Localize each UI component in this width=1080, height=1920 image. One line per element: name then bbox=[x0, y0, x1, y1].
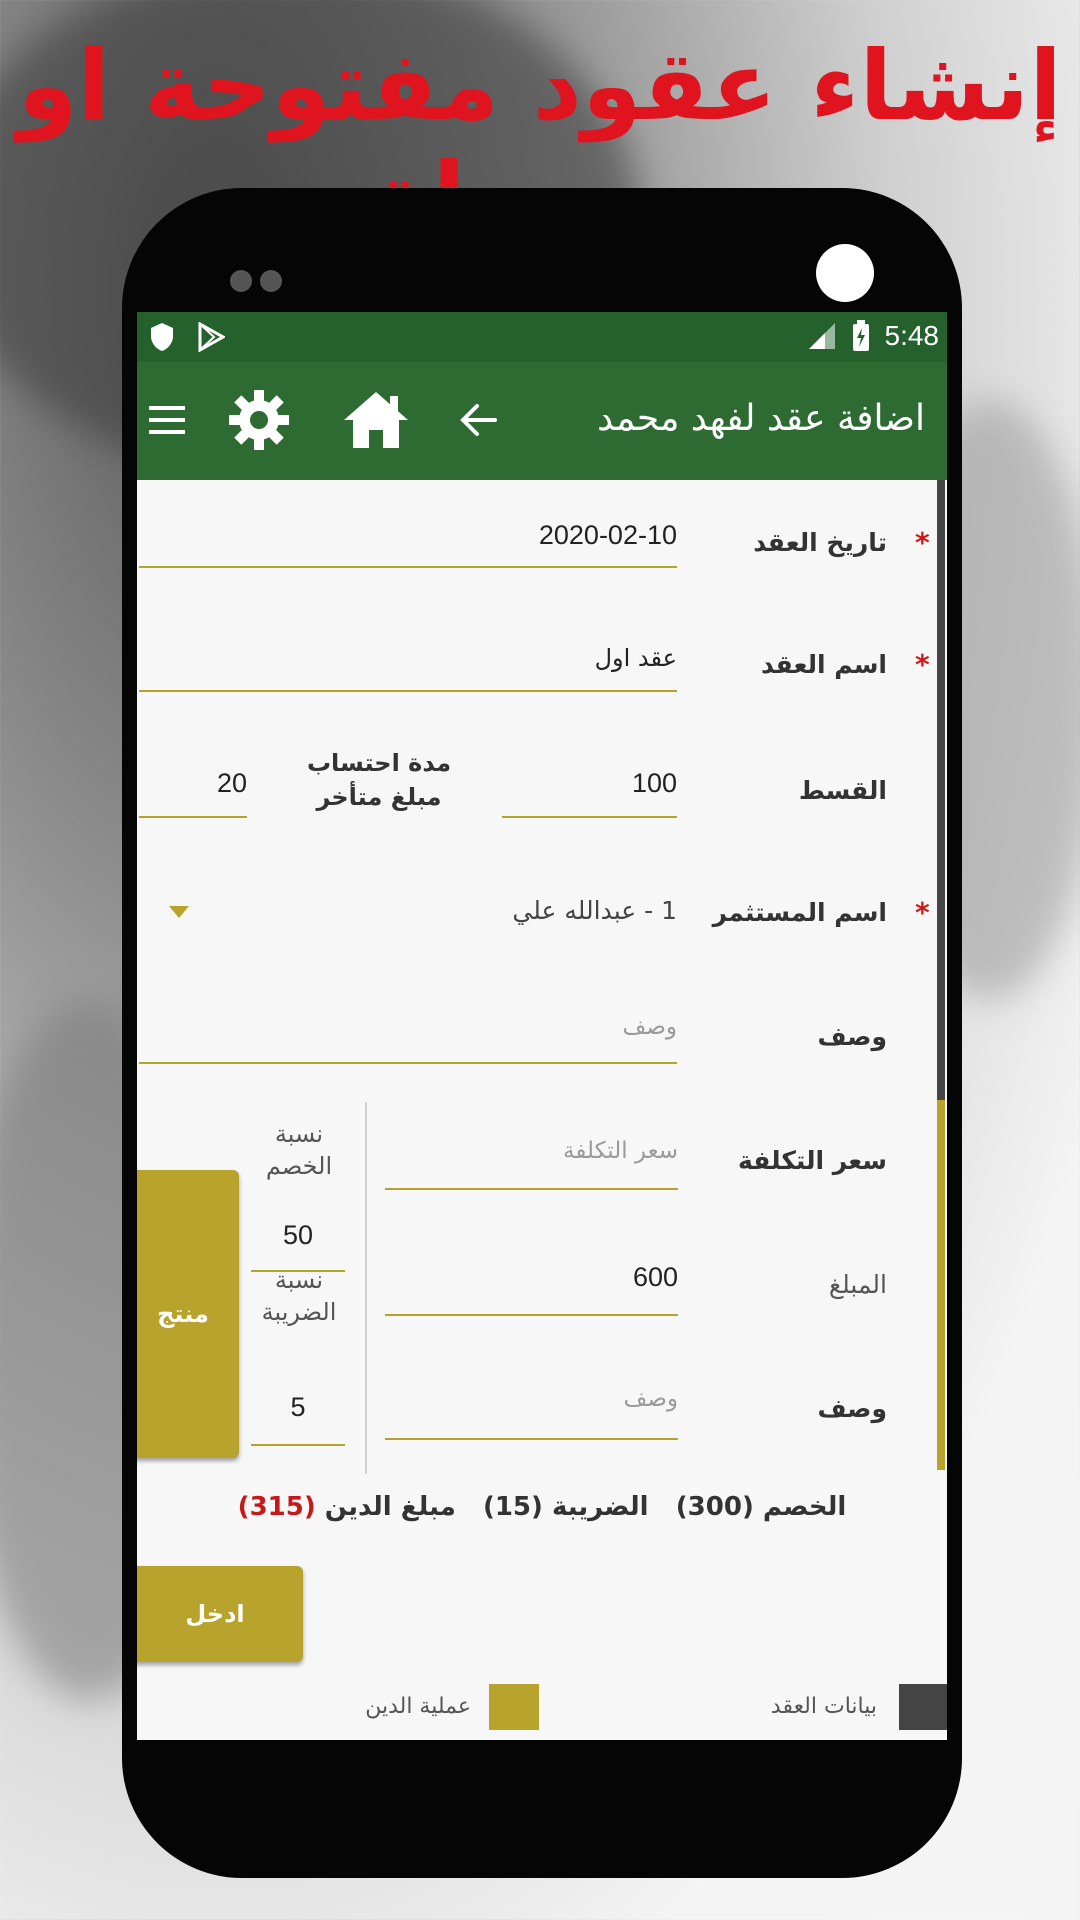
required-marker: * bbox=[915, 526, 930, 559]
debt-amount-label: مبلغ الدين bbox=[324, 1492, 456, 1522]
play-store-icon bbox=[197, 322, 225, 352]
tax-summary-label: الضريبة bbox=[551, 1492, 649, 1522]
tax-summary-value: (15) bbox=[482, 1492, 543, 1522]
amount-field[interactable]: 600 bbox=[385, 1262, 678, 1316]
amount-label: المبلغ bbox=[828, 1270, 887, 1299]
tax-rate-field[interactable]: 5 bbox=[251, 1392, 345, 1446]
enter-button[interactable]: ادخل bbox=[137, 1566, 303, 1662]
back-arrow-icon[interactable] bbox=[459, 402, 497, 438]
discount-rate-field[interactable]: 50 bbox=[251, 1220, 345, 1272]
contract-data-legend-swatch[interactable] bbox=[899, 1684, 947, 1730]
item-description-label: وصف bbox=[817, 1394, 887, 1423]
description-field[interactable]: وصف bbox=[139, 1014, 677, 1064]
discount-summary-value: (300) bbox=[675, 1492, 754, 1522]
installment-label: القسط bbox=[798, 776, 887, 805]
promo-title: إنشاء عقود مفتوحة او bbox=[17, 30, 1063, 142]
debt-operation-legend-swatch[interactable] bbox=[489, 1684, 539, 1730]
page-title: اضافة عقد لفهد محمد bbox=[597, 398, 925, 439]
shield-icon bbox=[149, 322, 175, 352]
debt-amount-value: (315) bbox=[237, 1492, 316, 1522]
investor-label: اسم المستثمر bbox=[712, 898, 887, 927]
dropdown-arrow-icon bbox=[169, 906, 189, 918]
investor-select[interactable] bbox=[139, 880, 677, 940]
investor-selected-value: 1 - عبدالله علي bbox=[512, 896, 677, 925]
required-marker: * bbox=[915, 648, 930, 681]
contract-name-label: اسم العقد bbox=[761, 650, 887, 679]
app-bar bbox=[137, 362, 947, 480]
contract-date-label: تاريخ العقد bbox=[753, 528, 887, 557]
scrollbar-debt-section[interactable] bbox=[937, 1100, 945, 1470]
signal-icon bbox=[807, 321, 837, 351]
cost-price-field[interactable]: سعر التكلفة bbox=[385, 1138, 678, 1190]
late-period-field[interactable]: 20 bbox=[139, 768, 247, 818]
battery-icon bbox=[851, 320, 871, 352]
phone-speaker bbox=[230, 270, 290, 296]
item-description-field[interactable]: وصف bbox=[385, 1386, 678, 1440]
scrollbar-contract-section[interactable] bbox=[937, 480, 945, 1100]
contract-date-field[interactable]: 2020-02-10 bbox=[139, 520, 677, 568]
installment-field[interactable]: 100 bbox=[502, 768, 677, 818]
phone-camera bbox=[816, 244, 874, 302]
debt-operation-legend-label[interactable]: عملية الدين bbox=[365, 1694, 471, 1719]
menu-icon[interactable] bbox=[147, 402, 187, 438]
contract-form bbox=[137, 480, 947, 1740]
gear-icon[interactable] bbox=[227, 388, 291, 452]
late-period-label: مدة احتساب مبلغ متأخر bbox=[306, 749, 452, 811]
cost-price-label: سعر التكلفة bbox=[737, 1146, 887, 1175]
status-bar bbox=[137, 312, 947, 362]
discount-summary-label: الخصم bbox=[762, 1492, 847, 1522]
divider bbox=[365, 1102, 367, 1474]
status-time: 5:48 bbox=[884, 320, 939, 351]
debt-summary bbox=[137, 1492, 947, 1522]
contract-name-field[interactable]: عقد اول bbox=[139, 644, 677, 692]
tax-rate-label: نسبة الضريبة bbox=[261, 1266, 337, 1326]
description-label: وصف bbox=[817, 1022, 887, 1051]
contract-data-legend-label[interactable]: بيانات العقد bbox=[770, 1694, 877, 1719]
product-button[interactable]: منتج bbox=[137, 1170, 239, 1458]
required-marker: * bbox=[915, 896, 930, 929]
home-icon[interactable] bbox=[342, 388, 410, 450]
discount-rate-label: نسبة الخصم bbox=[265, 1120, 333, 1180]
app-screen bbox=[137, 312, 947, 1740]
